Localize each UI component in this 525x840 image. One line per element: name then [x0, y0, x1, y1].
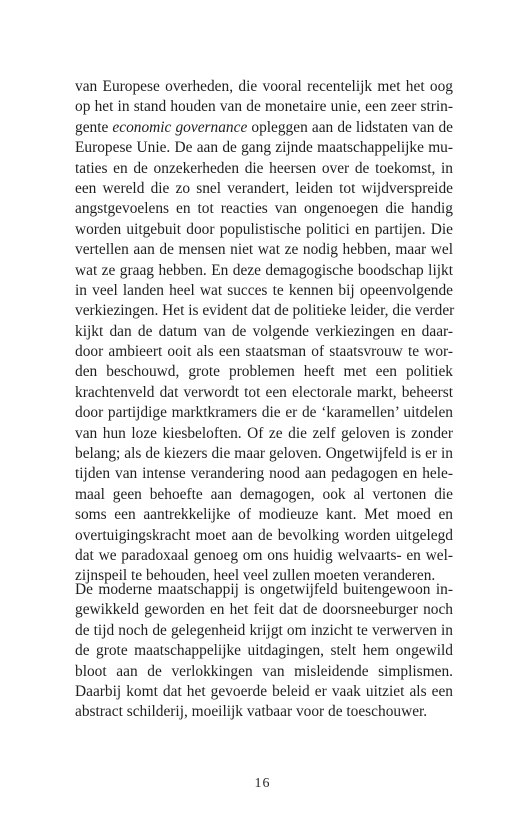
- text-line: van hun loze kiesbeloften. Of ze die zelf geloven is zonder: [75, 424, 453, 442]
- text-line: angstgevoelens en tot reacties van ongenoegen die handig: [75, 200, 453, 218]
- text-line: de tijd noch de gelegenheid krijgt om inzicht te verwerven in: [75, 621, 453, 639]
- body-paragraph: [75, 77, 453, 587]
- body-paragraph: [75, 580, 453, 723]
- text-line: Europese Unie. De aan de gang zijnde maatschappelijke mu-: [75, 139, 453, 157]
- text-line: wat ze graag hebben. En deze demagogische boodschap lijkt: [75, 261, 453, 279]
- text-line: zijnspeil te behouden, heel veel zullen moeten veranderen.: [75, 567, 436, 585]
- text-line: maal geen behoefte aan demagogen, ook al vertonen die: [75, 485, 453, 503]
- text-line: vertellen aan de mensen niet wat ze nodig hebben, maar wel: [75, 241, 453, 259]
- text-line: overtuigingskracht moet aan de bevolking worden uitgelegd: [75, 526, 453, 544]
- text-line: door ambieert ooit als een staatsman of staatsvrouw te wor-: [75, 343, 453, 361]
- text-line: den beschouwd, grote problemen heeft met een politiek: [75, 363, 453, 381]
- text-line: in veel landen heel wat succes te kennen bij opeenvolgende: [75, 281, 453, 299]
- text-line: soms een aantrekkelijke of modieuze kant. Met moed en: [75, 506, 453, 524]
- text-line: worden uitgebuit door populistische politici en partijen. Die: [75, 220, 453, 238]
- text-line: de grote maatschappelijke uitdagingen, stelt hem ongewild: [75, 642, 453, 660]
- text-line: abstract schilderij, moeilijk vatbaar voor de toeschouwer.: [75, 703, 428, 721]
- text-line: taties en de onzekerheden die heersen over de toekomst, in: [75, 159, 453, 177]
- text-line: De moderne maatschappij is ongetwijfeld buitengewoon in-: [75, 581, 453, 598]
- text-line: gewikkeld geworden en het feit dat de doorsneeburger noch: [75, 601, 453, 619]
- text-line: Daarbij komt dat het gevoerde beleid er vaak uitziet als een: [75, 682, 453, 700]
- text-line: krachtenveld dat verwordt tot een electorale markt, beheerst: [75, 383, 453, 401]
- text-line: tijden van intense verandering nood aan pedagogen en hele-: [75, 465, 453, 483]
- italic-text-run: economic governance: [112, 118, 248, 136]
- text-line: dat we paradoxaal genoeg om ons huidig welvaarts- en wel-: [75, 546, 453, 564]
- text-line: verkiezingen. Het is evident dat de politieke leider, die verder: [75, 302, 455, 320]
- text-line: belang; als de kiezers die maar geloven. Ongetwijfeld is er in: [75, 445, 453, 463]
- text-line: kijkt dan de datum van de volgende verkiezingen en daar-: [75, 322, 453, 340]
- text-line: op het in stand houden van de monetaire unie, een zeer strin-: [75, 98, 453, 116]
- text-line: door partijdige marktkramers die er de ‘karamellen’ uitdelen: [75, 404, 453, 422]
- page-number: 16: [254, 776, 271, 791]
- text-line: [75, 118, 453, 138]
- text-line: bloot aan de verlokkingen van misleidende simplismen.: [75, 662, 453, 680]
- text-run: gente: [75, 118, 113, 136]
- text-line: van Europese overheden, die vooral recentelijk met het oog: [75, 78, 453, 95]
- text-line: een wereld die zo snel verandert, leiden tot wijdverspreide: [75, 179, 453, 197]
- text-run: opleggen aan de lidstaten van de: [247, 118, 454, 136]
